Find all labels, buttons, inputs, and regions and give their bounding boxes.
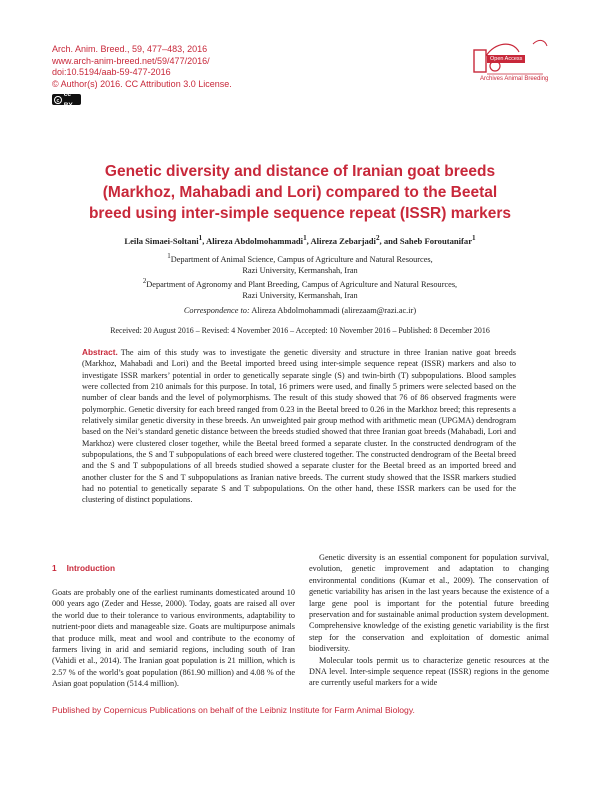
paragraph: Goats are probably one of the earliest ruminants domesticated around 10 000 years ago (Zeder and Hesse, 2000). Today, goats are raised all over the world due to their tolerance to various environments, adaptability to nutrient-poor diets and manageable size. Goats are multipurpose animals that produce milk, meat and wool and contribute to the economy of farmers living in arid and semiarid regions, including south of Iran (Vahidi et al., 2014). The Iranian goat population is 21 million, which is 2.57 % of the world’s goat population (861.90 million) and 4.08 % of the Asian goat population (514.4 million). xyxy=(52,588,295,689)
section-number: 1 xyxy=(52,563,57,573)
paragraph: Genetic diversity is an essential component for population survival, evolution, genetic improvement and adaptation to changing environmental conditions (Kumar et al., 2009). The conservation of genetic variability has arisen in the last years because the existence of a large gene pool is important for the potential future breeding preservation and for sustainable animal production system development. Comprehensive knowledge of the existing genetic variability is the first step for the conservation and exploitation of domestic animal biodiversity. xyxy=(309,553,549,654)
author-affil-sup: 2 xyxy=(375,234,380,242)
cc-license-badge[interactable] xyxy=(52,90,81,109)
page-footer: Published by Copernicus Publications on behalf of the Leibniz Institute for Farm Animal Biology. xyxy=(52,705,415,715)
affiliation-line: Department of Animal Science, Campus of Agriculture and Natural Resources, xyxy=(170,254,433,264)
article-url[interactable]: www.arch-anim-breed.net/59/477/2016/ xyxy=(52,55,210,66)
correspondence xyxy=(40,306,560,315)
title-line: (Markhoz, Mahabadi and Lori) compared to the Beetal xyxy=(102,184,498,201)
cc-icon: c xyxy=(54,96,62,104)
author-affil-sup: 1 xyxy=(472,234,476,242)
author-name: Alireza Zebarjadi xyxy=(310,235,376,246)
author-name: Alireza Abdolmohammadi xyxy=(206,235,304,246)
author-separator: , and xyxy=(379,235,400,246)
affiliations xyxy=(40,251,560,302)
author-affil-sup: 1 xyxy=(303,234,307,242)
title-line: Genetic diversity and distance of Iranian goat breeds xyxy=(104,163,496,180)
correspondence-text[interactable]: Alireza Abdolmohammadi (alirezaam@razi.ac.ir) xyxy=(251,306,417,315)
affiliation-line: Razi University, Kermanshah, Iran xyxy=(242,266,358,276)
citation: Arch. Anim. Breed., 59, 477–483, 2016 xyxy=(52,44,208,54)
correspondence-label: Correspondence to: xyxy=(183,306,250,315)
section-title: Introduction xyxy=(66,563,116,573)
copyright: © Author(s) 2016. CC Attribution 3.0 License. xyxy=(52,78,232,89)
author-name: Leila Simaei-Soltani xyxy=(124,235,199,246)
left-column xyxy=(52,587,295,690)
section-heading xyxy=(52,563,115,573)
abstract-text: The aim of this study was to investigate the genetic diversity and structure in three Iranian native goat breeds (Markhoz, Mahabadi and Lori) and the Beetal imported breed using inter-simple sequence repeat (ISSR) markers and also to investigate ISSR markers’ potential in order to genetically separate single (S) and twin-birth (T) subpopulations. Blood samples were collected from 210 animals for this purpose. In total, 16 primers were used, and finally 5 primers were selected based on the number of clear bands and the level of polymorphisms. The result of this study showed that 76 of 86 observed fragments were polymorphic. Genetic diversity for each breed ranged from 0.23 in the Beetal breed to 0.26 in the Markhoz breed; this represents a relatively similar genetic diversity in these breeds. An unweighted pair group method with arithmetic mean (UPGMA) dendrogram based on the Nei’s standard genetic distance between the breeds studied showed that three Iranian goat breeds (Mahabadi, Lori and Markhoz) were clustered closer together, while the Beetal breed formed a separate cluster. In the constructed dendrogram of the subpopulations, the S and T subpopulations of each breed were clustered together. The constructed dendrogram of the Beetal breed and the S and T subpopulations of all breeds studied showed a separate cluster for the Beetal breed as an imported breed and another cluster for the S and T subpopulations as Iranian native breeds. The current study showed that the ISSR markers studied had no potential to genetically separate S and T subpopulations. On the other hand, these ISSR markers can be used for the clustering of distinct populations. xyxy=(82,348,516,505)
affiliation-line: Department of Agronomy and Plant Breeding, Campus of Agriculture and Natural Resources, xyxy=(146,280,458,290)
title-line: breed using inter-simple sequence repeat (ISSR) markers xyxy=(88,205,512,222)
open-access-label: Open Access xyxy=(487,55,525,63)
author-list: Leila Simaei-Soltani$^1$, Alireza Abdolmohammadi$^1$, Alireza Zebarjadi$^2$, and Saheb Foroutanifar$^1$ xyxy=(124,234,476,246)
doi[interactable]: doi:10.5194/aab-59-477-2016 xyxy=(52,67,171,78)
affil-number: 1 xyxy=(167,253,171,260)
author-affil-sup: 1 xyxy=(198,234,203,242)
cc-badge-label: cc BY xyxy=(63,90,73,109)
affiliation-line: Razi University, Kermanshah, Iran xyxy=(242,291,358,301)
article-header xyxy=(52,44,232,90)
abstract xyxy=(82,347,516,506)
author-name: Saheb Foroutanifar xyxy=(399,235,473,246)
publication-dates: Received: 20 August 2016 – Revised: 4 November 2016 – Accepted: 10 November 2016 – Published: 8 December 2016 xyxy=(110,326,490,335)
paragraph: Molecular tools permit us to characterize genetic resources at the DNA level. Inter-simple sequence repeat (ISSR) regions in the genome are currently useful markers for a wide xyxy=(309,655,549,688)
right-column xyxy=(309,552,549,689)
journal-name: Archives Animal Breeding xyxy=(480,76,549,82)
affil-number: 2 xyxy=(142,278,147,286)
abstract-heading: Abstract. xyxy=(82,348,118,357)
paper-title xyxy=(40,161,560,224)
